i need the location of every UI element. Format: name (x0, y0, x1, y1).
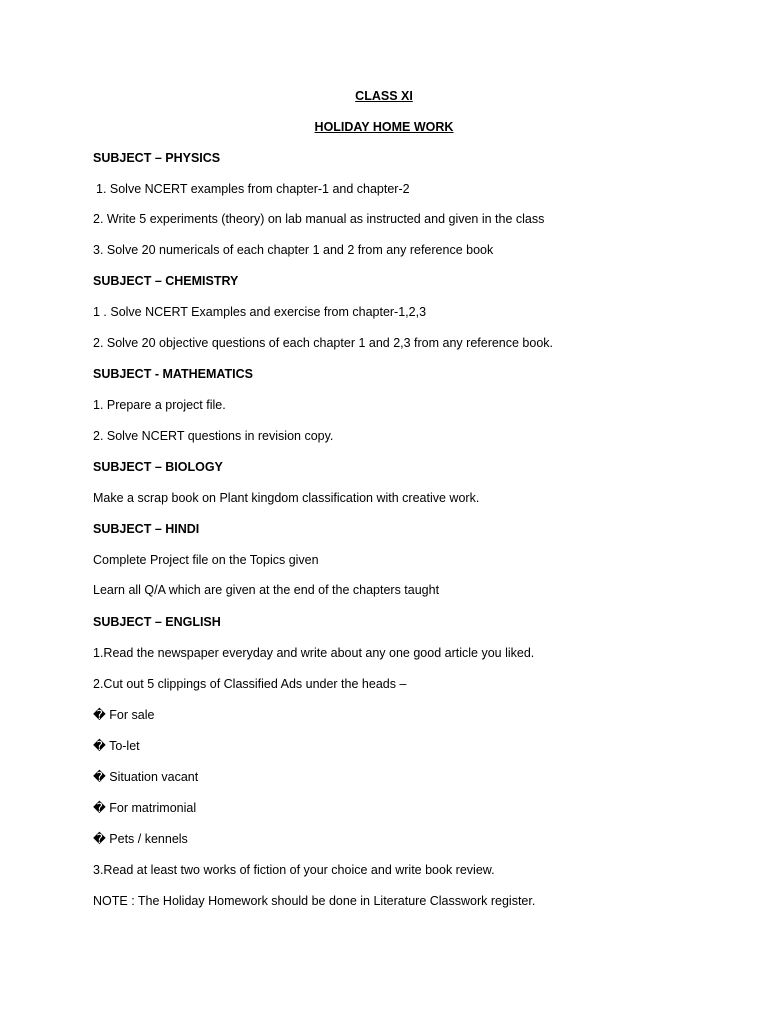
holiday-title: HOLIDAY HOME WORK (314, 120, 454, 134)
chemistry-heading: SUBJECT – CHEMISTRY (93, 274, 239, 288)
chemistry-item-1: 1 . Solve NCERT Examples and exercise from chapter-1,2,3 (93, 305, 427, 319)
english-item-3: 3.Read at least two works of fiction of your choice and write book review. (93, 863, 495, 877)
hindi-item-2: Learn all Q/A which are given at the end of the chapters taught (93, 583, 440, 597)
english-bullet-for-matrimonial: � For matrimonial (93, 801, 197, 815)
hindi-item-1: Complete Project file on the Topics given (93, 553, 319, 567)
physics-item-3: 3. Solve 20 numericals of each chapter 1 and 2 from any reference book (93, 243, 494, 257)
english-bullet-for-sale: � For sale (93, 708, 155, 722)
physics-item-2: 2. Write 5 experiments (theory) on lab manual as instructed and given in the class (93, 212, 545, 226)
physics-heading: SUBJECT – PHYSICS (93, 151, 221, 165)
english-heading: SUBJECT – ENGLISH (93, 615, 221, 629)
biology-item-1: Make a scrap book on Plant kingdom classification with creative work. (93, 491, 480, 505)
english-bullet-pets-kennels: � Pets / kennels (93, 832, 188, 846)
mathematics-item-2: 2. Solve NCERT questions in revision copy. (93, 429, 334, 443)
mathematics-item-1: 1. Prepare a project file. (93, 398, 226, 412)
mathematics-heading: SUBJECT - MATHEMATICS (93, 367, 253, 381)
class-title: CLASS XI (355, 89, 413, 103)
biology-heading: SUBJECT – BIOLOGY (93, 460, 223, 474)
note: NOTE : The Holiday Homework should be done in Literature Classwork register. (93, 894, 536, 908)
physics-item-1: 1. Solve NCERT examples from chapter-1 and chapter-2 (96, 182, 410, 196)
english-bullet-to-let: � To-let (93, 739, 140, 753)
english-bullet-situation-vacant: � Situation vacant (93, 770, 199, 784)
english-item-2: 2.Cut out 5 clippings of Classified Ads under the heads – (93, 677, 407, 691)
english-item-1: 1.Read the newspaper everyday and write about any one good article you liked. (93, 646, 535, 660)
chemistry-item-2: 2. Solve 20 objective questions of each chapter 1 and 2,3 from any reference book. (93, 336, 554, 350)
hindi-heading: SUBJECT – HINDI (93, 522, 200, 536)
